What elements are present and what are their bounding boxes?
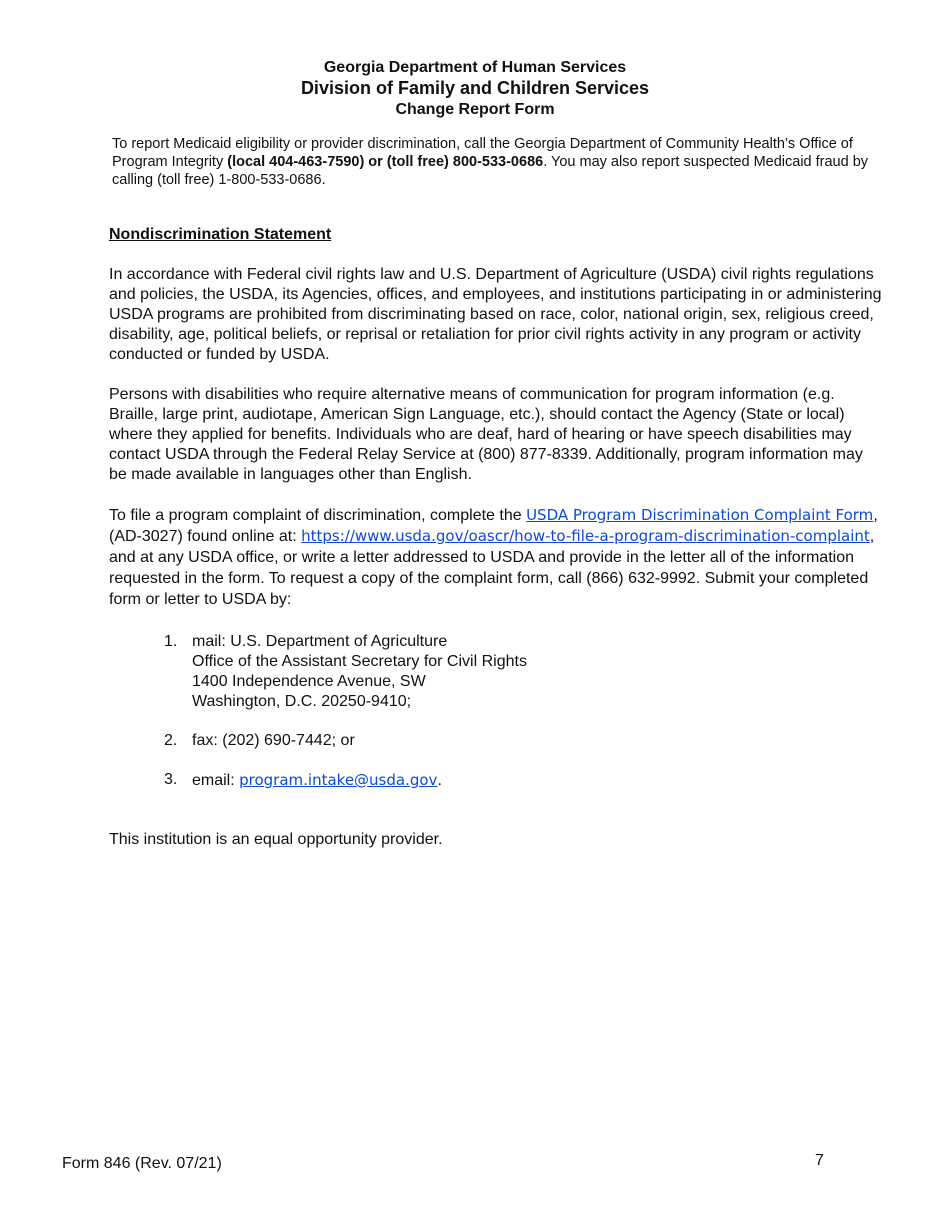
- list-item-mail: [164, 632, 527, 712]
- mail-line-1: mail: U.S. Department of Agriculture: [192, 633, 448, 650]
- list-number: 1.: [164, 633, 178, 650]
- complaint-paragraph: [109, 505, 884, 610]
- intro-paragraph: [112, 135, 882, 189]
- complaint-text-1: To file a program complaint of discrimination, complete the: [109, 507, 527, 524]
- submission-list: [164, 632, 527, 810]
- list-number: 2.: [164, 732, 178, 749]
- email-link[interactable]: program.intake@usda.gov: [239, 771, 438, 789]
- section-heading: Nondiscrimination Statement: [109, 226, 332, 243]
- complaint-form-link[interactable]: USDA Program Discrimination Complaint Form: [526, 506, 874, 524]
- complaint-text-2: , (AD-3027) found online at:: [109, 507, 878, 545]
- equal-opportunity-statement: This institution is an equal opportunity provider.: [109, 831, 443, 848]
- intro-text-1: To report Medicaid eligibility or provider discrimination, call the Georgia Department of Community Health’s Office of Program Integrity: [112, 136, 853, 170]
- email-prefix: email:: [192, 772, 240, 789]
- disabilities-paragraph: Persons with disabilities who require alternative means of communication for program information (e.g. Braille, large print, audiotape, American Sign Language, etc.), should contact the Agency (State or local) where they applied for benefits. Individuals who are deaf, hard of hearing or have speech disabilities may contact USDA through the Federal Relay Service at (800) 877-8339. Additionally, program information may be made available in languages other than English.: [109, 386, 863, 483]
- mail-line-3: 1400 Independence Avenue, SW: [192, 673, 426, 690]
- mail-line-4: Washington, D.C. 20250-9410;: [192, 693, 412, 710]
- division-title: Division of Family and Children Services: [300, 78, 650, 98]
- list-item-fax: [164, 731, 527, 751]
- nondiscrimination-paragraph: In accordance with Federal civil rights law and U.S. Department of Agriculture (USDA) civil rights regulations and policies, the USDA, its Agencies, offices, and employees, and institutions participating in or administering USDA programs are prohibited from discriminating based on race, color, national origin, sex, religious creed, disability, age, political beliefs, or reprisal or retaliation for prior civil rights activity in any program or activity conducted or funded by USDA.: [109, 266, 882, 363]
- list-item-email: [164, 770, 527, 791]
- email-suffix: .: [437, 772, 442, 789]
- form-number: Form 846 (Rev. 07/21): [62, 1155, 222, 1172]
- mail-line-2: Office of the Assistant Secretary for Civil Rights: [192, 653, 527, 670]
- list-number: 3.: [164, 771, 178, 788]
- department-title: Georgia Department of Human Services: [323, 59, 627, 76]
- complaint-url-link[interactable]: https://www.usda.gov/oascr/how-to-file-a-program-discrimination-complaint: [301, 527, 870, 545]
- form-title: Change Report Form: [395, 101, 555, 118]
- intro-phone-numbers: (local 404-463-7590) or (toll free) 800-533-0686: [227, 154, 544, 170]
- intro-text-2: . You may also report suspected Medicaid fraud by calling (toll free) 1-800-533-0686.: [112, 154, 869, 188]
- complaint-text-3: , and at any USDA office, or write a letter addressed to USDA and provide in the letter all of the information requested in the form. To request a copy of the complaint form, call (866) 632-9992. Submit your completed form or letter to USDA by:: [109, 528, 875, 608]
- page-number: 7: [815, 1152, 824, 1169]
- fax-text: fax: (202) 690-7442; or: [192, 732, 355, 749]
